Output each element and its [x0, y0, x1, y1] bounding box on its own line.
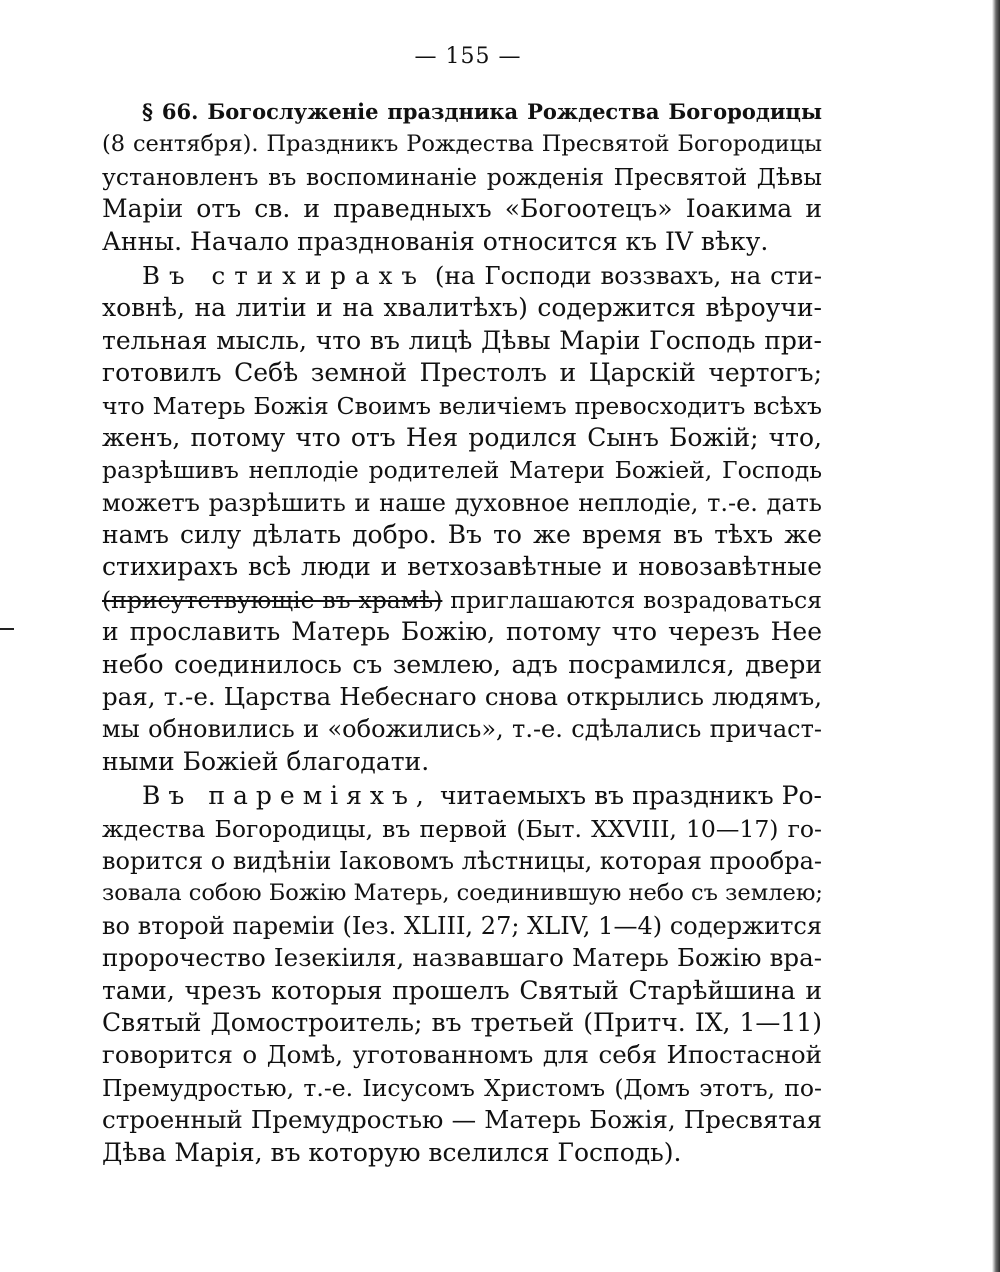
text-fragment: (на Господи воззвахъ, на сти-: [434, 260, 823, 290]
text-line: во второй пареміи (Іез. XLIII, 27; XLIV, 1—4) содержится: [102, 911, 822, 940]
text-line: готовилъ Себѣ земной Престолъ и Царскій чертогъ;: [102, 358, 822, 388]
text-line: мы обновились и «обожились», т.-е. сдѣлались причаст-: [102, 715, 822, 744]
section-heading-line: [102, 96, 822, 128]
text-line: можетъ разрѣшить и наше духовное неплодіе, т.-е. дать: [102, 488, 822, 517]
text-line: тами, чрезъ которыя прошелъ Святый Старѣйшина и: [102, 975, 822, 1005]
text-line: говорится о Домѣ, уготованномъ для себя Ипостасной: [102, 1040, 822, 1070]
text-line: Маріи отъ св. и праведныхъ «Богоотецъ» Іоакима и: [102, 194, 822, 224]
struck-text: (присутствующіе въ храмѣ): [102, 585, 443, 614]
text-block: [102, 96, 822, 1169]
text-line: пророчество Іезекіиля, назвавшаго Матерь Божію вра-: [102, 943, 822, 973]
spaced-term: Въ пареміяхъ,: [142, 781, 432, 811]
page-edge-shadow: [992, 0, 1000, 1272]
text-line: небо соединилось съ землею, адъ посрамился, двери: [102, 649, 822, 679]
text-line: ховнѣ, на литіи и на хвалитѣхъ) содержится вѣроучи-: [102, 293, 822, 323]
text-line: Анны. Начало празднованія относится къ IV вѣку.: [102, 226, 769, 256]
text-line: ждества Богородицы, въ первой (Быт. XXVIII, 10—17) го-: [102, 814, 822, 843]
text-line: стихирахъ всѣ люди и ветхозавѣтные и новозавѣтные: [102, 552, 822, 582]
text-line: Премудростью, т.-е. Іисусомъ Христомъ (Домъ этотъ, по-: [102, 1073, 822, 1102]
text-fragment: читаемыхъ въ праздникъ Ро-: [439, 781, 822, 811]
text-line: (8 сентября). Праздникъ Рождества Пресвятой Богородицы: [102, 131, 822, 158]
text-line: установленъ въ воспоминаніе рожденія Пресвятой Дѣвы: [102, 162, 822, 191]
text-line: намъ силу дѣлать добро. Въ то же время въ тѣхъ же: [102, 520, 822, 550]
text-line: что Матерь Божія Своимъ величіемъ превосходитъ всѣхъ: [102, 391, 822, 420]
section-heading: § 66. Богослуженіе праздника Рождества Богородицы: [142, 99, 822, 124]
text-line: Святый Домостроитель; въ третьей (Притч. IX, 1—11): [102, 1007, 822, 1037]
text-line: строенный Премудростью — Матерь Божія, Пресвятая: [102, 1105, 822, 1135]
text-line: разрѣшивъ неплодіе родителей Матери Божіей, Господь: [102, 456, 822, 485]
text-line: рая, т.-е. Царства Небеснаго снова открылись людямъ,: [102, 682, 822, 712]
text-line: зовала собою Божію Матерь, соединившую небо съ землею;: [102, 880, 823, 907]
text-fragment: приглашаются возрадоваться: [450, 585, 822, 614]
text-line: ворится о видѣніи Іаковомъ лѣстницы, которая прообра-: [102, 846, 823, 875]
text-line: ными Божіей благодати.: [102, 746, 430, 776]
text-line: тельная мысль, что въ лицѣ Дѣвы Маріи Господь при-: [102, 325, 822, 355]
paragraph-first-line: [102, 780, 822, 812]
struck-text-line: [102, 584, 822, 616]
paragraph-first-line: [102, 260, 822, 292]
margin-mark: [0, 628, 14, 630]
spaced-term: Въ стихирахъ: [142, 260, 426, 290]
text-line: женъ, потому что отъ Нея родился Сынъ Божій; что,: [102, 422, 822, 452]
page-number: — 155 —: [414, 44, 522, 69]
text-line: и прославить Матерь Божію, потому что черезъ Нее: [102, 617, 822, 647]
text-line: Дѣва Марія, въ которую вселился Господь).: [102, 1137, 682, 1167]
